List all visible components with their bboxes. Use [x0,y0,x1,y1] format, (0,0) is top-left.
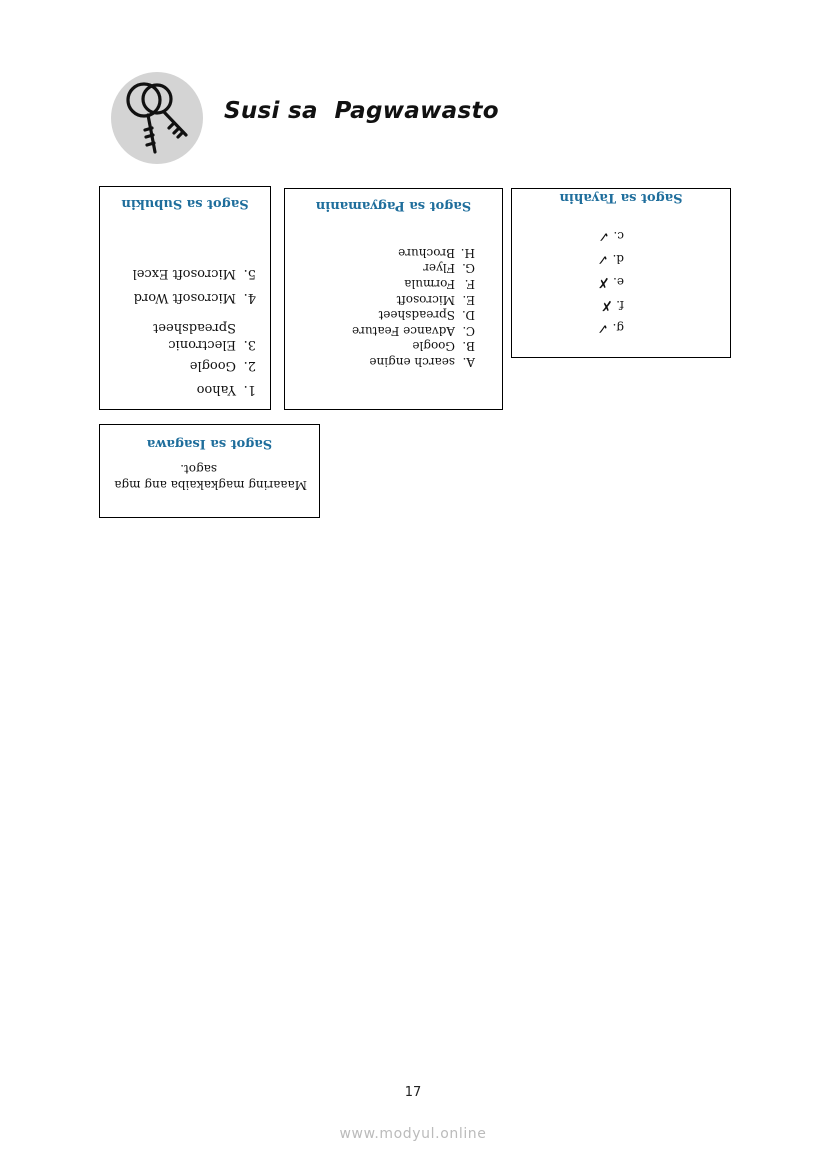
tayahin-heading: Sagot sa Tayahin [559,190,683,205]
item-letter: c. [613,229,624,243]
list-item: 5.Microsoft Excel [132,266,256,281]
list-item: 2.Google [189,358,256,373]
list-item [591,320,624,336]
isagawa-line: sagot. [180,462,217,476]
item-letter: g. [612,321,624,335]
keys-logo [111,72,203,164]
list-item [594,297,624,313]
list-item [591,251,624,267]
pagyamanin-answer-box [284,188,503,410]
pagyamanin-heading: Sagot sa Pagyamanin [315,198,472,213]
answer-list [352,244,475,369]
cross-icon: ✗ [600,297,613,313]
list-item: C.Advance Feature [352,323,475,338]
check-icon: ✓ [596,320,609,336]
item-letter: e. [613,275,624,289]
list-item: B.Google [412,339,475,354]
list-item: Spreadsheet [153,320,236,335]
item-letter: d. [612,252,624,266]
item-letter: f. [616,298,624,312]
list-item: E.Microsoft [396,292,475,307]
tayahin-answer-box [511,188,731,358]
answer-list [133,261,256,401]
check-icon: ✓ [597,228,610,244]
isagawa-text [114,461,307,493]
isagawa-heading: Sagot sa Isagawa [146,436,273,451]
list-item: 1.Yahoo [196,382,256,397]
check-icon: ✓ [596,251,609,267]
isagawa-line: Maaaring magkakaiba ang mga [114,478,307,492]
list-item: A.search engine [369,355,475,369]
list-item: H.Brochure [398,245,475,260]
list-item [591,274,624,290]
list-item: D.Spreadsheet [378,308,475,323]
list-item: F.Formula [404,277,475,292]
keys-icon [111,72,203,164]
watermark-url: www.modyul.online [339,1126,487,1142]
list-item: G.Flyer [423,261,475,276]
cross-icon: ✗ [597,274,610,290]
list-item [592,228,624,244]
page-number: 17 [404,1085,422,1100]
page-title: Susi sa Pagwawasto [224,98,499,124]
list-item: 4.Microsoft Word [133,290,256,305]
isagawa-answer-box [99,424,320,518]
subukin-answer-box [99,186,271,410]
list-item: 3.Electronic [168,337,256,352]
subukin-heading: Sagot sa Subukin [121,196,249,211]
